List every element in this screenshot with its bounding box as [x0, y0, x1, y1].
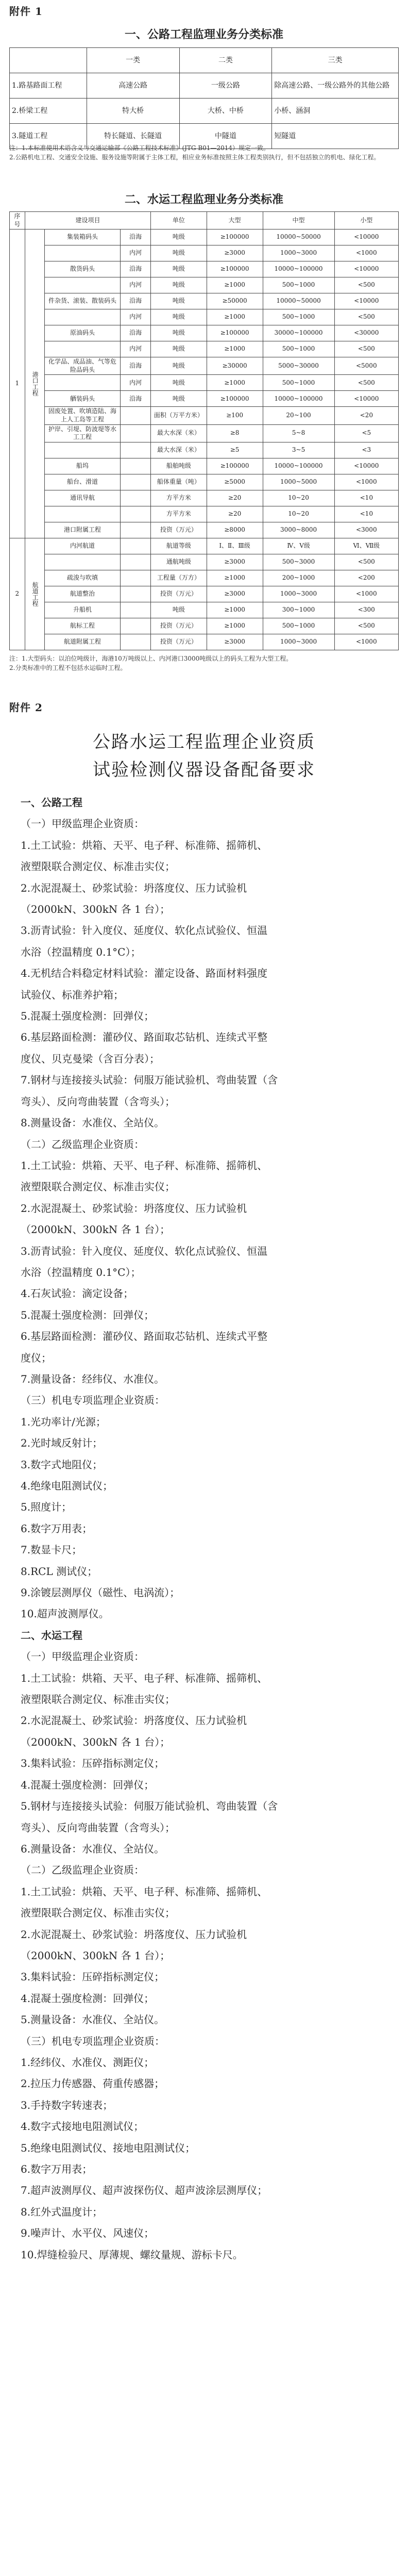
requirement-line: 7.钢材与连接接头试验：伺服万能试验机、弯曲装置（含	[21, 1074, 278, 1087]
table-cell	[44, 375, 120, 391]
table-cell: 航道附属工程	[44, 634, 120, 650]
table-cell: ≥1000	[207, 618, 263, 634]
table-cell: <3000	[334, 522, 398, 538]
subsection-heading: （三）机电专项监理企业资质：	[21, 2034, 165, 2047]
table-cell: ≥100000	[207, 325, 263, 341]
attachment-1-label: 附件 1	[9, 5, 43, 18]
table-header-row	[10, 212, 399, 229]
table-row	[10, 490, 399, 506]
table-cell: ≥1000	[207, 277, 263, 293]
table-cell: ≥1000	[207, 309, 263, 325]
requirement-line: 2.拉压力传感器、荷重传感器；	[21, 2077, 165, 2090]
note-line: 2.公路机电工程、交通安全设施、服务设施等附属于主体工程，相应业务标准按照主体工程类别执行，但不包括独立的机电、绿化工程。	[9, 154, 380, 161]
table-row	[10, 634, 399, 650]
table-cell: 1000~3000	[263, 586, 334, 602]
table-cell: 化学品、成品油、气等危险品码头	[44, 357, 120, 375]
table-cell: <10000	[334, 229, 398, 245]
table-cell	[44, 506, 120, 522]
table-row	[10, 506, 399, 522]
requirement-line: 8.RCL 测试仪；	[21, 1565, 98, 1578]
requirement-line: 3.集料试验：压碎指标测定仪；	[21, 1757, 165, 1770]
table-cell: 吨级	[151, 325, 207, 341]
header-cell: 三类	[272, 48, 399, 73]
table-cell: ≥1000	[207, 602, 263, 618]
requirement-line: 9.涂镀层测厚仪（磁性、电涡流）；	[21, 1586, 180, 1599]
requirement-line: 5.钢材与连接接头试验：伺服万能试验机、弯曲装置（含	[21, 1800, 278, 1813]
requirement-line: 4.石灰试验：滴定设备；	[21, 1287, 134, 1300]
requirement-line: 水浴（控温精度 0.1°C）；	[21, 945, 141, 958]
table-cell: 1000~3000	[263, 245, 334, 261]
requirement-line: （2000kN、300kN 各 1 台）；	[21, 1223, 171, 1236]
header-cell: 一类	[87, 48, 179, 73]
table-cell: 一级公路	[179, 73, 272, 99]
table-cell: 内河	[121, 309, 151, 325]
header-cell: 二类	[179, 48, 272, 73]
table-cell	[121, 538, 151, 554]
table-cell: 500~3000	[263, 554, 334, 570]
table-cell: 方平方米	[151, 490, 207, 506]
table-cell: 200~1000	[263, 570, 334, 586]
subsection-heading: （一）甲级监理企业资质：	[21, 1650, 144, 1663]
table-cell: 吨级	[151, 375, 207, 391]
table-cell: <1000	[334, 245, 398, 261]
table-cell: 5~8	[263, 424, 334, 442]
header-cell: 中型	[263, 212, 334, 229]
table-row	[10, 245, 399, 261]
table-row	[10, 442, 399, 458]
table-cell: <1000	[334, 634, 398, 650]
table-cell: 10000~50000	[263, 229, 334, 245]
table-cell: 疏浚与吹填	[44, 570, 120, 586]
table-cell: 投资（万元）	[151, 618, 207, 634]
table-cell: ≥100000	[207, 261, 263, 277]
table-cell: Ⅰ、Ⅱ、Ⅲ级	[207, 538, 263, 554]
table-cell: <3	[334, 442, 398, 458]
table-cell: 2.桥梁工程	[10, 99, 87, 124]
table-cell: 航标工程	[44, 618, 120, 634]
table-cell: <5	[334, 424, 398, 442]
section-heading: 二、水运工程	[21, 1629, 82, 1642]
note-line: 注：1.本标准使用术语含义与交通运输部《公路工程技术标准》(JTG B01—2014）规定一致。	[9, 144, 269, 152]
table-cell: <10000	[334, 261, 398, 277]
table-row	[10, 73, 399, 99]
table-cell: 船体重量（吨）	[151, 474, 207, 490]
table-row	[10, 341, 399, 357]
table-cell: <500	[334, 341, 398, 357]
table-cell: 除高速公路、一级公路外的其他公路	[272, 73, 399, 99]
table-cell	[44, 309, 120, 325]
requirement-line: 6.基层路面检测：灌砂仪、路面取芯钻机、连续式平整	[21, 1330, 268, 1343]
requirement-line: 液塑限联合测定仪、标准击实仪；	[21, 860, 175, 873]
table-row	[10, 522, 399, 538]
header-cell: 序号	[10, 212, 25, 229]
table-cell: 吨级	[151, 602, 207, 618]
table-cell: ≥1000	[207, 570, 263, 586]
table-header-row	[10, 48, 399, 73]
requirement-line: 7.数显卡尺；	[21, 1544, 82, 1556]
table-cell: Ⅵ、Ⅶ级	[334, 538, 398, 554]
table-cell: 内河航道	[44, 538, 120, 554]
table-cell: ≥20	[207, 490, 263, 506]
table-cell: ≥100	[207, 407, 263, 424]
table2-title: 二、水运工程监理业务分类标准	[124, 193, 283, 206]
attachment-2-label: 附件 2	[9, 701, 43, 714]
table-cell: 沿海	[121, 325, 151, 341]
table-cell: 10000~100000	[263, 391, 334, 407]
table-cell: 面积（万平方米）	[151, 407, 207, 424]
table-cell: 升船机	[44, 602, 120, 618]
highway-supervision-classification-table	[9, 47, 399, 149]
requirement-line: 2.水泥混凝土、砂浆试验：坍落度仪、压力试验机	[21, 1714, 247, 1727]
table-cell	[121, 602, 151, 618]
table-cell: 中隧道	[179, 124, 272, 149]
requirement-line: 4.无机结合料稳定材料试验：灌定设备、路面材料强度	[21, 967, 268, 980]
attachment2-title	[0, 728, 408, 784]
table-cell: <10000	[334, 458, 398, 474]
equipment-requirements-body	[21, 792, 387, 2266]
table-cell: <10	[334, 506, 398, 522]
table-row	[10, 293, 399, 309]
table-row	[10, 261, 399, 277]
requirement-line: 5.混凝土强度检测：回弹仪；	[21, 1010, 155, 1023]
table-cell	[121, 522, 151, 538]
table-cell: 吨级	[151, 229, 207, 245]
table-cell: 吨级	[151, 261, 207, 277]
table-row	[10, 554, 399, 570]
requirement-line: 液塑限联合测定仪、标准击实仪；	[21, 1907, 175, 1919]
table-cell: 20~100	[263, 407, 334, 424]
requirement-line: 3.集料试验：压碎指标测定仪；	[21, 1971, 165, 1983]
header-cell: 单位	[151, 212, 207, 229]
requirement-line: 4.混凝土强度检测：回弹仪；	[21, 1778, 155, 1791]
table-cell: 舾装码头	[44, 391, 120, 407]
table2-notes	[9, 654, 399, 672]
requirement-line: 1.土工试验：烘箱、天平、电子秤、标准筛、摇筛机、	[21, 1885, 268, 1898]
requirement-line: 5.测量设备：水准仪、全站仪。	[21, 2013, 165, 2026]
table-cell: 10000~100000	[263, 261, 334, 277]
requirement-line: 2.水泥混凝土、砂浆试验：坍落度仪、压力试验机	[21, 1202, 247, 1215]
table-cell: 500~1000	[263, 618, 334, 634]
table-cell: 散货码头	[44, 261, 120, 277]
table-cell: 港口附属工程	[44, 522, 120, 538]
table-cell: 工程量（万方）	[151, 570, 207, 586]
table-cell	[121, 570, 151, 586]
table-cell	[121, 506, 151, 522]
table-cell: 通讯导航	[44, 490, 120, 506]
table-cell: 500~1000	[263, 375, 334, 391]
header-cell: 大型	[207, 212, 263, 229]
table-cell: 沿海	[121, 261, 151, 277]
table-cell: 高速公路	[87, 73, 179, 99]
requirement-line: 4.混凝土强度检测：回弹仪；	[21, 1992, 155, 2005]
table-cell: 吨级	[151, 357, 207, 375]
table-cell: 大桥、中桥	[179, 99, 272, 124]
table-cell: 吨级	[151, 309, 207, 325]
table-cell: <20	[334, 407, 398, 424]
table-cell	[121, 474, 151, 490]
table-cell: 特长隧道、长隧道	[87, 124, 179, 149]
table-cell: 1.路基路面工程	[10, 73, 87, 99]
table-cell	[121, 407, 151, 424]
table-cell: 最大水深（米）	[151, 442, 207, 458]
table-cell: 500~1000	[263, 341, 334, 357]
table-cell: 最大水深（米）	[151, 424, 207, 442]
table-cell: 吨级	[151, 341, 207, 357]
table-cell: 固废处置、吹填造陆、海上人工岛等工程	[44, 407, 120, 424]
table-cell: 船舶吨级	[151, 458, 207, 474]
requirement-line: 液塑限联合测定仪、标准击实仪；	[21, 1180, 175, 1193]
requirement-line: 6.数字万用表；	[21, 1522, 93, 1535]
table-cell: 300~1000	[263, 602, 334, 618]
table-cell: ≥3000	[207, 245, 263, 261]
requirement-line: 5.绝缘电阻测试仪、接地电阻测试仪；	[21, 2141, 196, 2154]
table-cell: 投资（万元）	[151, 522, 207, 538]
table-row	[10, 586, 399, 602]
table-cell: 10~20	[263, 490, 334, 506]
table-row	[10, 458, 399, 474]
table-row	[10, 325, 399, 341]
table-cell: 吨级	[151, 391, 207, 407]
table-cell: <500	[334, 618, 398, 634]
requirement-line: 3.手持数字转速表；	[21, 2098, 113, 2111]
note-line: 注：1.大型码头：以泊位吨级计，海港10万吨级以上、内河港口3000吨级以上的码头工程为大型工程。	[9, 655, 293, 662]
table-cell: <500	[334, 309, 398, 325]
table-cell: <300	[334, 602, 398, 618]
table-cell: ≥50000	[207, 293, 263, 309]
table-cell	[121, 458, 151, 474]
table-cell: 小桥、涵洞	[272, 99, 399, 124]
table-cell: 3~5	[263, 442, 334, 458]
title-line: 公路水运工程监理企业资质	[93, 732, 315, 752]
requirement-line: 液塑限联合测定仪、标准击实仪；	[21, 1693, 175, 1706]
title-line: 试验检测仪器设备配备要求	[93, 760, 315, 780]
table-cell: ≥3000	[207, 634, 263, 650]
table-cell: 件杂货、滚装、散装码头	[44, 293, 120, 309]
requirement-line: 度仪；	[21, 1351, 52, 1364]
requirement-line: （2000kN、300kN 各 1 台）；	[21, 903, 171, 916]
requirement-line: 2.水泥混凝土、砂浆试验：坍落度仪、压力试验机	[21, 1928, 247, 1941]
table-cell: <10	[334, 490, 398, 506]
subsection-heading: （二）乙级监理企业资质：	[21, 1138, 144, 1151]
table-cell: ≥8	[207, 424, 263, 442]
table-cell: 吨级	[151, 245, 207, 261]
table-row	[10, 375, 399, 391]
table-cell: 10~20	[263, 506, 334, 522]
table-cell: ≥30000	[207, 357, 263, 375]
table-cell: ≥100000	[207, 458, 263, 474]
table-cell: 航道等级	[151, 538, 207, 554]
requirement-line: 1.土工试验：烘箱、天平、电子秤、标准筛、摇筛机、	[21, 1671, 268, 1684]
table-cell	[44, 442, 120, 458]
table-cell: 3000~8000	[263, 522, 334, 538]
table-row	[10, 407, 399, 424]
table-cell	[44, 277, 120, 293]
header-cell: 小型	[334, 212, 398, 229]
table-cell: 船坞	[44, 458, 120, 474]
requirement-line: 弯头）、反向弯曲装置（含弯头）；	[21, 1095, 175, 1108]
requirement-line: 4.绝缘电阻测试仪；	[21, 1480, 113, 1492]
table1-title: 一、公路工程监理业务分类标准	[124, 28, 283, 41]
table-cell: 5000~30000	[263, 357, 334, 375]
table-cell: 3.隧道工程	[10, 124, 87, 149]
table-cell: <10000	[334, 293, 398, 309]
requirement-line: 2.光时域反射计；	[21, 1437, 103, 1450]
requirement-line: 7.超声波测厚仪、超声波探伤仪、超声波涂层测厚仪；	[21, 2184, 268, 2197]
table-row	[10, 618, 399, 634]
table-row	[10, 474, 399, 490]
table-cell	[44, 341, 120, 357]
table-cell: 内河	[121, 341, 151, 357]
table-row	[10, 357, 399, 375]
table-cell: <30000	[334, 325, 398, 341]
requirement-line: 6.数字万用表；	[21, 2163, 93, 2175]
table-cell: ≥3000	[207, 586, 263, 602]
table-cell: ≥3000	[207, 554, 263, 570]
table-cell: ≥1000	[207, 341, 263, 357]
table-row	[10, 391, 399, 407]
waterway-supervision-classification-table	[9, 211, 399, 650]
table-cell	[121, 490, 151, 506]
requirement-line: 5.照度计；	[21, 1501, 72, 1514]
group-name-cell: 港口工程	[25, 229, 44, 538]
table-cell: 吨级	[151, 293, 207, 309]
table-cell: 内河	[121, 277, 151, 293]
table-row	[10, 277, 399, 293]
requirement-line: 弯头）、反向弯曲装置（含弯头）；	[21, 1821, 175, 1834]
table-cell: <500	[334, 277, 398, 293]
requirement-line: （2000kN、300kN 各 1 台）；	[21, 1949, 171, 1962]
table-cell: Ⅳ、Ⅴ级	[263, 538, 334, 554]
table-cell	[121, 634, 151, 650]
table-cell: 航道整治	[44, 586, 120, 602]
table-cell	[44, 554, 120, 570]
note-line: 2.分类标准中的工程不包括水运临时工程。	[9, 664, 127, 671]
table-cell	[121, 442, 151, 458]
requirement-line: 9.噪声计、水平仪、风速仪；	[21, 2227, 155, 2240]
table-cell: 10000~50000	[263, 293, 334, 309]
section-heading: 一、公路工程	[21, 796, 82, 809]
table-cell: ≥100000	[207, 229, 263, 245]
table-cell: 原油码头	[44, 325, 120, 341]
table-cell: 30000~100000	[263, 325, 334, 341]
requirement-line: 1.土工试验：烘箱、天平、电子秤、标准筛、摇筛机、	[21, 1159, 268, 1172]
requirement-line: 试验仪、标准养护箱；	[21, 988, 124, 1001]
subsection-heading: （三）机电专项监理企业资质：	[21, 1394, 165, 1407]
requirement-line: 8.红外式温度计；	[21, 2205, 103, 2218]
subsection-heading: （二）乙级监理企业资质：	[21, 1864, 144, 1877]
header-cell: 建设项目	[25, 212, 150, 229]
table-row	[10, 424, 399, 442]
group-index-cell: 1	[10, 229, 25, 538]
subsection-heading: （一）甲级监理企业资质：	[21, 817, 144, 830]
requirement-line: 1.光功率计/光源；	[21, 1415, 106, 1428]
requirement-line: 3.数字式地阻仪；	[21, 1458, 103, 1471]
table-cell: ≥8000	[207, 522, 263, 538]
table-cell: 1000~5000	[263, 474, 334, 490]
table-cell: 500~1000	[263, 277, 334, 293]
table-cell: 集装箱码头	[44, 229, 120, 245]
group-index-cell: 2	[10, 538, 25, 650]
table-cell: <5000	[334, 357, 398, 375]
table-cell	[44, 245, 120, 261]
table1-notes	[9, 143, 399, 162]
table-cell	[121, 586, 151, 602]
requirement-line: 2.水泥混凝土、砂浆试验：坍落度仪、压力试验机	[21, 881, 247, 894]
table-cell: 沿海	[121, 293, 151, 309]
table-cell	[121, 618, 151, 634]
requirement-line: 5.混凝土强度检测：回弹仪；	[21, 1308, 155, 1321]
requirement-line: 3.沥青试验：针入度仪、延度仪、软化点试验仪、恒温	[21, 1244, 268, 1257]
table-cell: 沿海	[121, 391, 151, 407]
table-cell: ≥5	[207, 442, 263, 458]
table-cell: 500~1000	[263, 309, 334, 325]
requirement-line: 4.数字式接地电阻测试仪；	[21, 2120, 144, 2133]
table-cell: ≥100000	[207, 391, 263, 407]
table-row	[10, 602, 399, 618]
table-cell: 内河	[121, 375, 151, 391]
table-cell: 短隧道	[272, 124, 399, 149]
table-cell: 10000~100000	[263, 458, 334, 474]
requirement-line: 6.基层路面检测：灌砂仪、路面取芯钻机、连续式平整	[21, 1031, 268, 1044]
table-cell: <1000	[334, 586, 398, 602]
table-cell: 特大桥	[87, 99, 179, 124]
requirement-line: 6.测量设备：水准仪、全站仪。	[21, 1842, 165, 1855]
table-cell: ≥20	[207, 506, 263, 522]
requirement-line: 10.焊缝检验尺、厚薄规、螺纹量规、游标卡尺。	[21, 2248, 243, 2261]
table-row	[10, 570, 399, 586]
group-name-cell: 航道工程	[25, 538, 44, 650]
table-cell: <500	[334, 375, 398, 391]
requirement-line: 1.土工试验：烘箱、天平、电子秤、标准筛、摇筛机、	[21, 839, 268, 851]
table-cell: 1000~3000	[263, 634, 334, 650]
requirement-line: 水浴（控温精度 0.1°C）；	[21, 1266, 141, 1278]
table-cell: 沿海	[121, 357, 151, 375]
table-row	[10, 99, 399, 124]
table-row	[10, 309, 399, 325]
table-cell: 护岸、引堤、防波堤等水工工程	[44, 424, 120, 442]
requirement-line: 度仪、贝克曼梁（含百分表）；	[21, 1052, 160, 1065]
table-cell: 通航吨级	[151, 554, 207, 570]
table-cell: ≥5000	[207, 474, 263, 490]
table-cell: 吨级	[151, 277, 207, 293]
requirement-line: 10.超声波测厚仪。	[21, 1607, 109, 1620]
table-cell: 沿海	[121, 229, 151, 245]
table-row	[10, 229, 399, 245]
table-cell: <200	[334, 570, 398, 586]
table-cell: 船台、滑道	[44, 474, 120, 490]
header-cell	[10, 48, 87, 73]
table-row	[10, 538, 399, 554]
table-cell	[121, 554, 151, 570]
table-cell	[121, 424, 151, 442]
table-cell: ≥1000	[207, 375, 263, 391]
requirement-line: （2000kN、300kN 各 1 台）；	[21, 1735, 171, 1748]
requirement-line: 8.测量设备：水准仪、全站仪。	[21, 1117, 165, 1129]
table-cell: <1000	[334, 474, 398, 490]
table-cell: 内河	[121, 245, 151, 261]
requirement-line: 1.经纬仪、水准仪、测距仪；	[21, 2056, 155, 2069]
table-cell: <500	[334, 554, 398, 570]
requirement-line: 3.沥青试验：针入度仪、延度仪、软化点试验仪、恒温	[21, 924, 268, 937]
table-cell: 方平方米	[151, 506, 207, 522]
requirement-line: 7.测量设备：经纬仪、水准仪。	[21, 1372, 165, 1385]
table-cell: <10000	[334, 391, 398, 407]
table-cell: 投资（万元）	[151, 586, 207, 602]
table-cell: 投资（万元）	[151, 634, 207, 650]
